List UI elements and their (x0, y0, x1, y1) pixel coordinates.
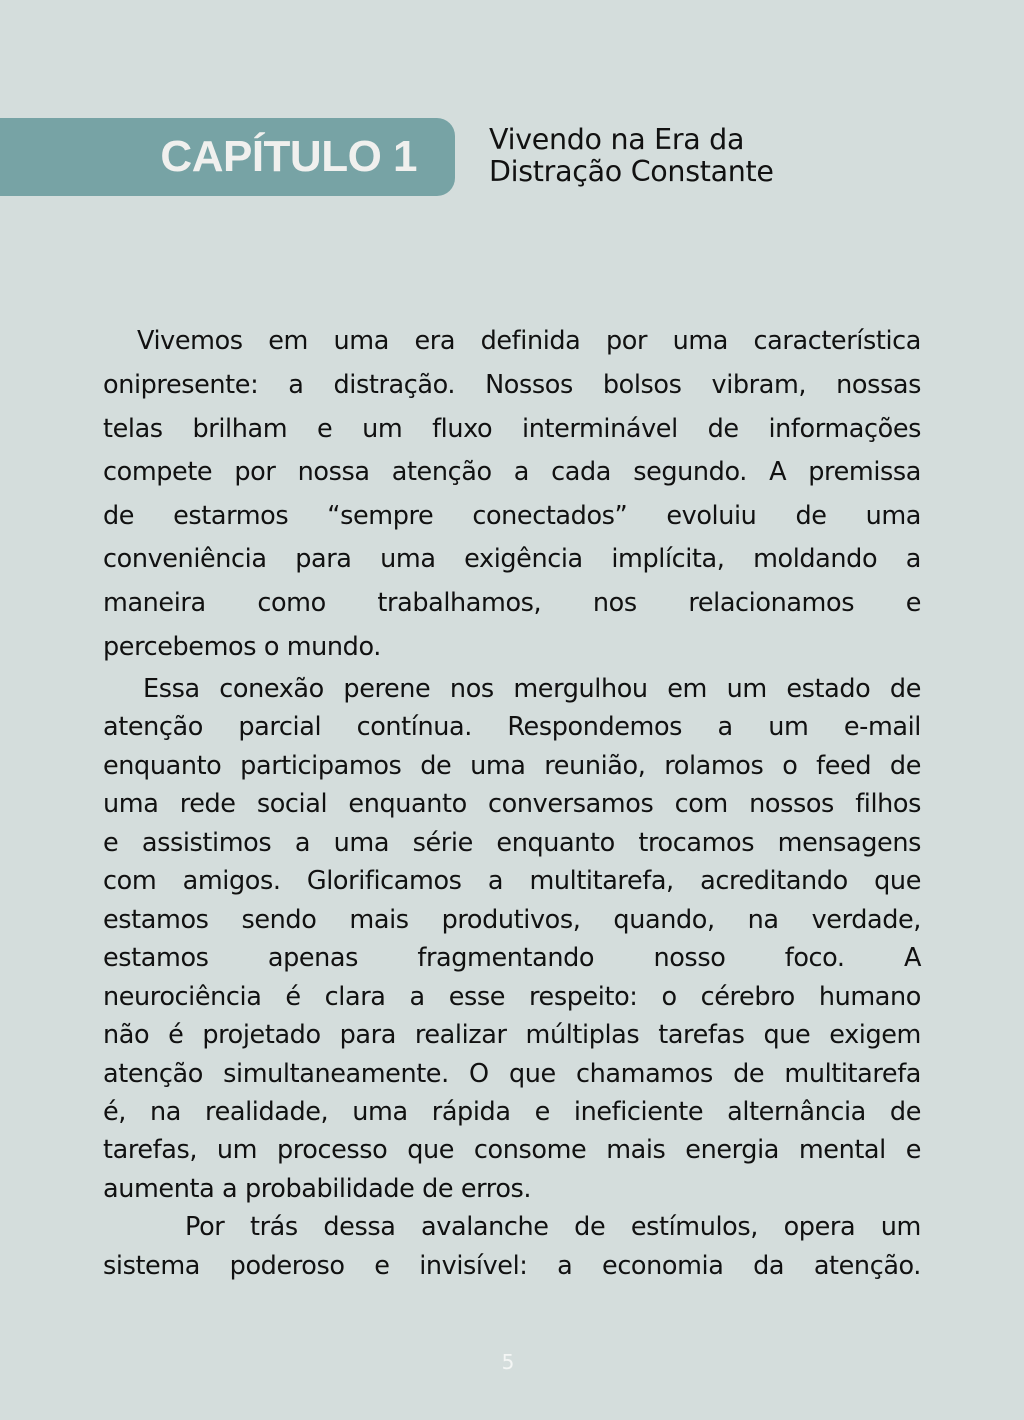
chapter-title-line-2: Distração Constante (489, 155, 774, 188)
page-number: 5 (501, 1350, 515, 1374)
chapter-title (489, 124, 774, 188)
chapter-banner (0, 118, 455, 196)
chapter-title-line-1: Vivendo na Era da (489, 123, 745, 156)
chapter-label: CAPÍTULO 1 (160, 132, 417, 181)
